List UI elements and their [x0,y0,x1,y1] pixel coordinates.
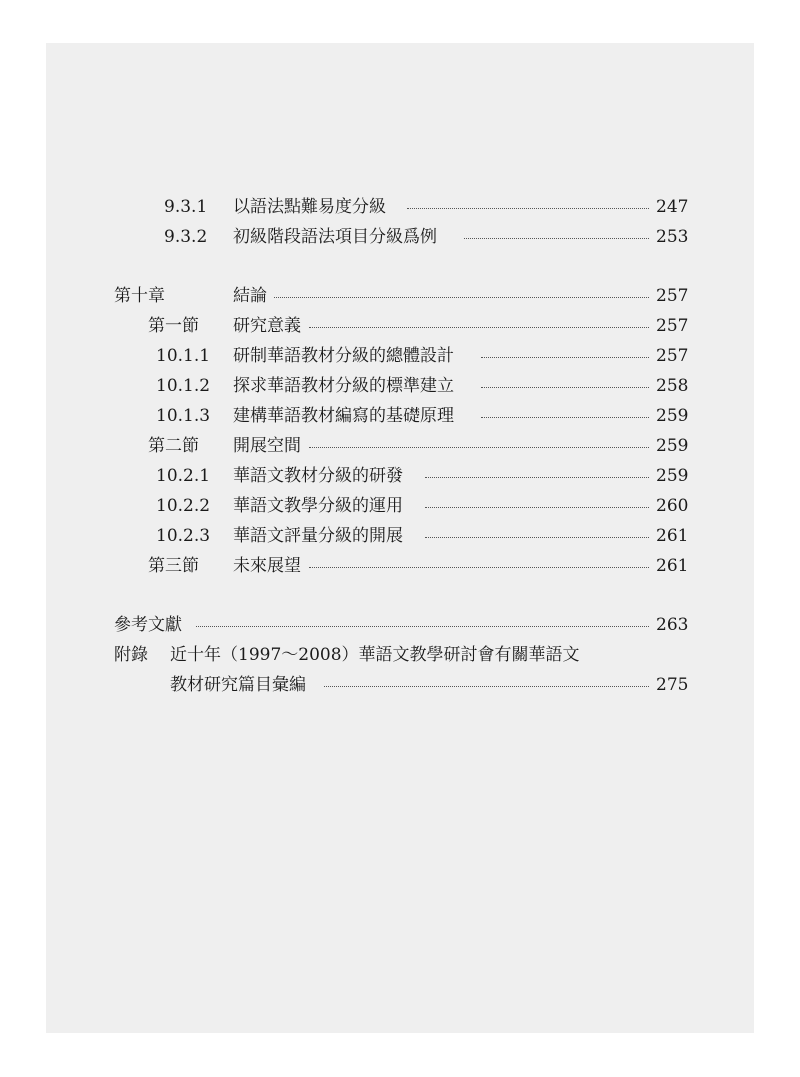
entry-number: 10.1.3 [156,406,211,426]
toc-entry [46,401,754,431]
dot-leader [309,567,649,568]
toc-entry [46,521,754,551]
entry-title: 以語法點難易度分級 [233,197,386,217]
entry-page: 261 [656,526,689,546]
entry-page: 257 [656,316,689,336]
entry-number: 第十章 [114,286,165,306]
dot-leader [196,626,649,627]
entry-number: 10.2.2 [156,496,211,516]
dot-leader [425,537,649,538]
toc-entry [46,371,754,401]
toc-entry-appendix [46,670,754,700]
entry-number: 10.1.2 [156,376,211,396]
entry-page: 257 [656,286,689,306]
entry-title: 研制華語教材分級的總體設計 [233,346,454,366]
entry-page: 261 [656,556,689,576]
toc-entry-references [46,610,754,640]
entry-page: 259 [656,436,689,456]
entry-title: 華語文教學分級的運用 [233,496,403,516]
entry-title: 探求華語教材分級的標準建立 [233,376,454,396]
toc-entry [46,461,754,491]
appendix-title-line-1: 近十年（1997～2008）華語文教學研討會有關華語文 [170,645,580,665]
dot-leader [425,507,649,508]
toc-entry [46,222,754,252]
entry-page: 259 [656,406,689,426]
entry-page: 258 [656,376,689,396]
entry-title: 初級階段語法項目分級爲例 [233,227,437,247]
entry-page: 275 [656,675,689,695]
entry-page: 257 [656,346,689,366]
references-title: 參考文獻 [114,615,182,635]
toc-entry [46,341,754,371]
entry-page: 263 [656,615,689,635]
entry-title: 研究意義 [233,316,301,336]
entry-title: 開展空間 [233,436,301,456]
toc-entry [46,491,754,521]
entry-number: 10.1.1 [156,346,211,366]
appendix-title-line-2: 教材研究篇目彙編 [170,675,306,695]
entry-page: 253 [656,227,689,247]
entry-page: 260 [656,496,689,516]
toc-entry [46,192,754,222]
dot-leader [407,208,649,209]
appendix-label: 附錄 [114,645,148,665]
toc-entry [46,551,754,581]
dot-leader [274,297,649,298]
entry-number: 第二節 [148,436,199,456]
entry-title: 未來展望 [233,556,301,576]
entry-title: 建構華語教材編寫的基礎原理 [233,406,454,426]
entry-page: 259 [656,466,689,486]
entry-number: 第一節 [148,316,199,336]
table-of-contents [46,43,754,1033]
entry-number: 第三節 [148,556,199,576]
dot-leader [481,357,649,358]
page [46,43,754,1033]
toc-entry [46,311,754,341]
entry-title: 結論 [233,286,267,306]
dot-leader [425,477,649,478]
dot-leader [481,417,649,418]
entry-title: 華語文教材分級的研發 [233,466,403,486]
toc-entry [46,281,754,311]
entry-number: 10.2.3 [156,526,211,546]
dot-leader [324,686,649,687]
dot-leader [481,387,649,388]
dot-leader [464,238,649,239]
entry-number: 10.2.1 [156,466,211,486]
entry-title: 華語文評量分級的開展 [233,526,403,546]
entry-number: 9.3.1 [164,197,208,217]
entry-page: 247 [656,197,689,217]
dot-leader [309,327,649,328]
entry-number: 9.3.2 [164,227,208,247]
toc-entry [46,431,754,461]
dot-leader [309,447,649,448]
